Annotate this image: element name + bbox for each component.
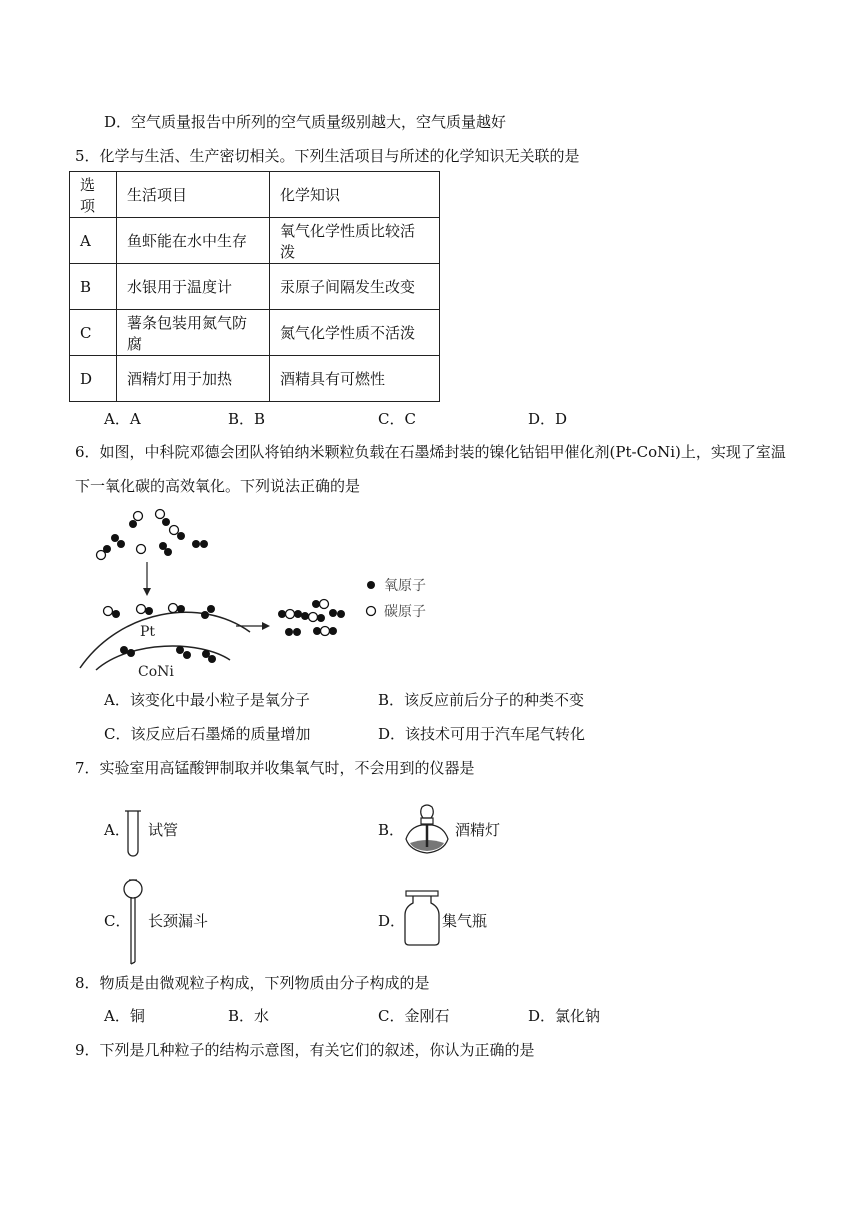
table-header-cell: 选项	[70, 172, 117, 218]
q7-option-a-letter: A．	[104, 821, 130, 839]
q8-option-d: D．氯化钠	[528, 1007, 601, 1025]
coni-label: CoNi	[138, 664, 174, 680]
table-row	[70, 310, 440, 356]
table-cell: 水银用于温度计	[117, 264, 270, 310]
table-header-cell: 生活项目	[117, 172, 270, 218]
table-cell: 薯条包装用氮气防腐	[117, 310, 270, 356]
q7-option-a-name: 试管	[148, 821, 179, 839]
q4-option-d: D．空气质量报告中所列的空气质量级别越大，空气质量越好	[104, 113, 507, 131]
q6-stem-line1: 6．如图，中科院邓德会团队将铂纳米颗粒负载在石墨烯封装的镍化钴铝甲催化剂(Pt-CoNi)上，实现了室温	[75, 443, 786, 461]
table-cell: 鱼虾能在水中生存	[117, 218, 270, 264]
q6-option-c: C．该反应后石墨烯的质量增加	[104, 725, 311, 743]
table-header-cell: 化学知识	[270, 172, 440, 218]
q5-option-b: B．B	[228, 410, 266, 428]
oxygen-atom-icon	[367, 581, 375, 589]
legend-carbon: 碳原子	[384, 604, 426, 620]
q7-option-b-name: 酒精灯	[455, 821, 501, 839]
q7-option-c-letter: C．	[104, 912, 131, 930]
q5-option-d: D．D	[528, 410, 568, 428]
table-cell: B	[70, 264, 117, 310]
q8-option-c: C．金刚石	[378, 1007, 450, 1025]
table-cell: D	[70, 356, 117, 402]
q7-option-d-name: 集气瓶	[442, 912, 488, 930]
q6-option-d: D．该技术可用于汽车尾气转化	[378, 725, 586, 743]
q8-stem: 8．物质是由微观粒子构成，下列物质由分子构成的是	[75, 974, 430, 992]
table-header-row	[70, 172, 440, 218]
q5-option-c: C．C	[378, 410, 416, 428]
q8-option-b: B．水	[228, 1007, 270, 1025]
q5-stem: 5．化学与生活、生产密切相关。下列生活项目与所述的化学知识无关联的是	[75, 147, 580, 165]
incoming-molecules	[97, 510, 209, 560]
q6-stem-line2: 下一氧化碳的高效氧化。下列说法正确的是	[75, 477, 361, 495]
q6-option-a: A．该变化中最小粒子是氧分子	[104, 691, 310, 709]
q7-option-d-letter: D．	[378, 912, 406, 930]
pt-label: Pt	[140, 624, 156, 640]
product-molecules	[278, 600, 345, 637]
table-cell: 汞原子间隔发生改变	[270, 264, 440, 310]
table-row	[70, 356, 440, 402]
q5-option-a: A．A	[104, 410, 141, 428]
table-cell: 酒精灯用于加热	[117, 356, 270, 402]
q7-option-c-name: 长颈漏斗	[148, 912, 209, 930]
legend-oxygen: 氧原子	[384, 578, 426, 594]
long-neck-funnel-icon	[121, 876, 151, 970]
q9-stem: 9．下列是几种粒子的结构示意图，有关它们的叙述，你认为正确的是	[75, 1041, 535, 1059]
gas-collecting-bottle-icon	[401, 889, 445, 949]
q8-option-a: A．铜	[104, 1007, 145, 1025]
table-cell: 酒精具有可燃性	[270, 356, 440, 402]
q7-option-b-letter: B．	[378, 821, 405, 839]
alcohol-lamp-icon	[402, 803, 452, 855]
q7-stem: 7．实验室用高锰酸钾制取并收集氧气时，不会用到的仪器是	[75, 759, 475, 777]
table-row	[70, 218, 440, 264]
table-cell: 氮气化学性质不活泼	[270, 310, 440, 356]
q5-table	[69, 171, 440, 402]
q6-option-b: B．该反应前后分子的种类不变	[378, 691, 585, 709]
table-cell: A	[70, 218, 117, 264]
table-cell: 氧气化学性质比较活泼	[270, 218, 440, 264]
carbon-atom-icon	[367, 607, 376, 616]
table-row	[70, 264, 440, 310]
table-cell: C	[70, 310, 117, 356]
